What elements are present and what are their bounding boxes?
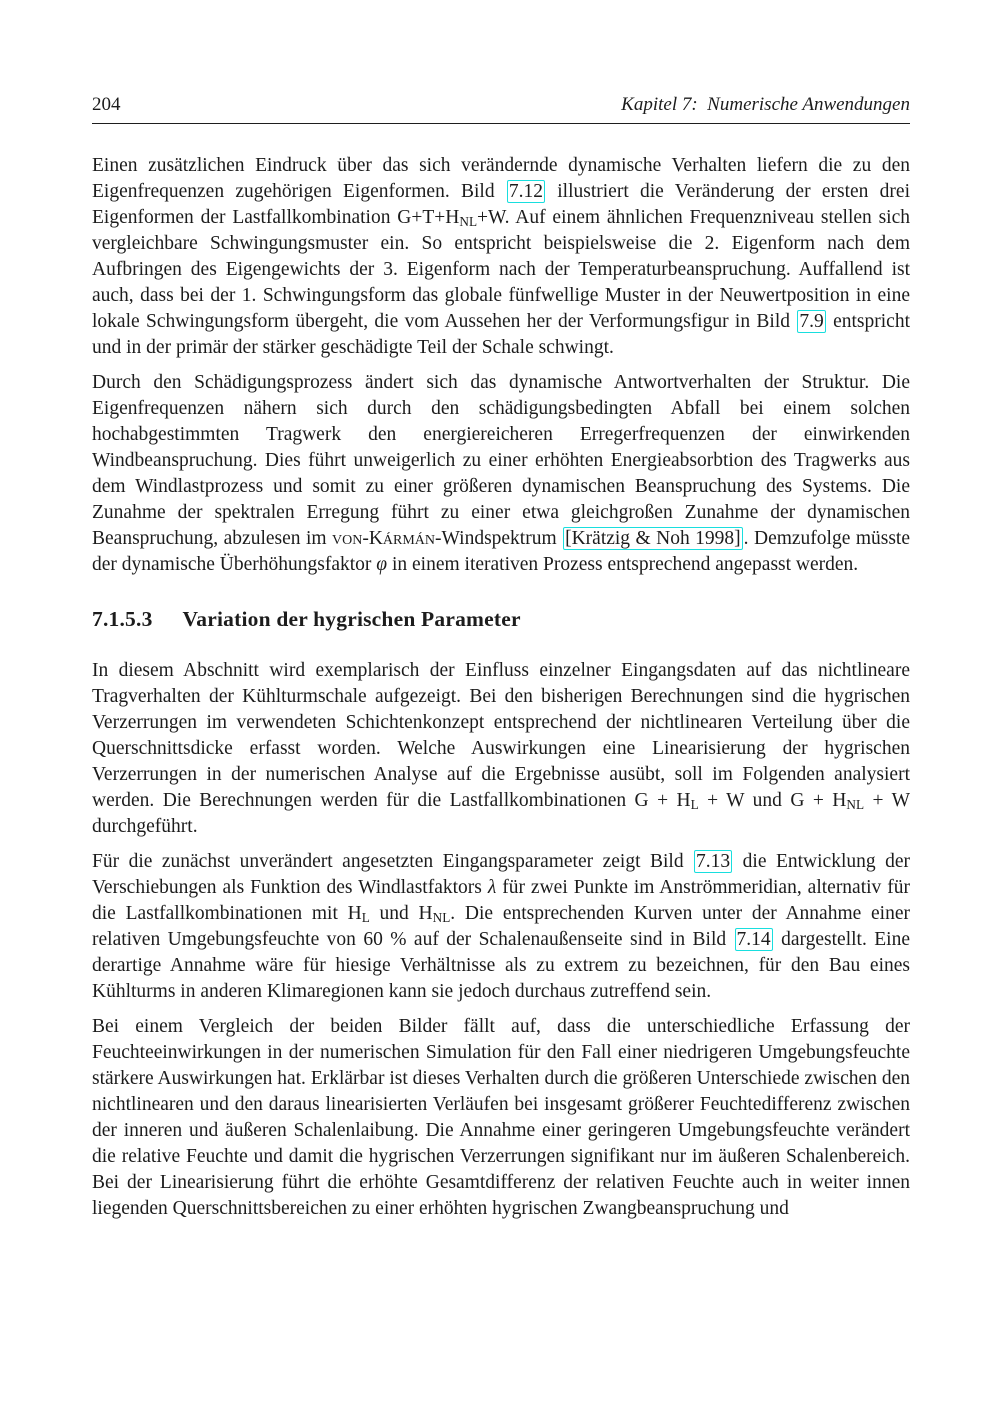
- body-paragraph-eingangsparameter: Für die zunächst unverändert angesetzten Eingangsparameter zeigt Bild 7.13 die Entwicklung der Verschiebungen als Funktion des Windlastfaktors λ für zwei Punkte im Anströmmeridian, alternativ für die Lastfallkombinationen mit $H_L$ und $H_{NL}$. Die entsprechenden Kurven unter der Annahme einer relativen Umgebungsfeuchte von 60 % auf der Schalenaußenseite sind in Bild 7.14 dargestellt. Eine derartige Annahme wäre für hiesige Verhältnisse als zu extrem zu bezeichnen, für den Bau eines Kühlturms in anderen Klimaregionen kann sie jedoch durchaus zutreffend sein.: [92, 851, 910, 1002]
- section-number: 7.1.5.3: [92, 607, 153, 631]
- math-symbol: λ: [487, 877, 497, 898]
- subscript-text: L: [361, 909, 370, 925]
- subscript-text: NL: [432, 909, 451, 925]
- subscript-text: L: [690, 796, 699, 812]
- figure-ref-link[interactable]: 7.9: [799, 311, 824, 332]
- chapter-running-title: Kapitel 7: Numerische Anwendungen: [621, 94, 910, 115]
- body-paragraph-eigenformen: Einen zusätzlichen Eindruck über das sich verändernde dynamische Verhalten liefern die zu den Eigenfrequenzen zugehörigen Eigenformen. Bild 7.12 illustriert die Veränderung der ersten drei Eigenformen der Lastfallkombination $G+T+H_{NL}+W$. Auf einem ähnlichen Frequenzniveau stellen sich vergleichbare Schwingungsmuster ein. So entspricht beispielsweise die 2. Eigenform nach dem Aufbringen des Eigengewichts der 3. Eigenform nach der Temperaturbeanspruchung. Auffallend ist auch, dass bei der 1. Schwingungsform das globale fünfwellige Muster in der Neuwertposition in eine lokale Schwingungsform übergeht, die vom Aussehen her der Verformungsfigur in Bild 7.9 entspricht und in der primär der stärker geschädigte Teil der Schale schwingt.: [92, 155, 911, 358]
- subscript-text: NL: [846, 796, 865, 812]
- page-number: 204: [92, 94, 121, 115]
- math-symbol: φ: [376, 554, 388, 575]
- smallcaps-name: von-Kármán: [332, 528, 436, 549]
- section-heading: [92, 607, 910, 631]
- running-header: [92, 94, 910, 124]
- subscript-text: NL: [459, 213, 478, 229]
- citation-link[interactable]: [Krätzig & Noh 1998]: [565, 528, 741, 549]
- body-paragraph-abschnitt-einfluss: In diesem Abschnitt wird exemplarisch der Einfluss einzelner Eingangsdaten auf das nichtlineare Tragverhalten der Kühlturmschale aufgezeigt. Bei den bisherigen Berechnungen sind die hygrischen Verzerrungen im verwendeten Schichtenkonzept entsprechend der nichtlinearen Verteilung über die Querschnittsdicke erfasst worden. Welche Auswirkungen eine Linearisierung der hygrischen Verzerrungen in der numerischen Analyse auf die Ergebnisse ausübt, soll im Folgenden analysiert werden. Die Berechnungen werden für die Lastfallkombinationen $G + H_L + W$ und $G + H_{NL} + W$ durchgeführt.: [92, 660, 910, 837]
- figure-ref-link[interactable]: 7.14: [736, 929, 771, 950]
- text-block: [92, 153, 910, 1231]
- section-title: Variation der hygrischen Parameter: [182, 607, 521, 631]
- body-paragraph-vergleich-bilder: Bei einem Vergleich der beiden Bilder fällt auf, dass die unterschiedliche Erfassung der Feuchteeinwirkungen in der numerischen Simulation für den Fall einer niedrigeren Umgebungsfeuchte stärkere Auswirkungen hat. Erklärbar ist dieses Verhalten durch die größeren Unterschiede zwischen den nichtlinearen und den daraus linearisierten Verläufen bei insgesamt größerer Feuchtedifferenz zwischen der inneren und äußeren Schalenlaibung. Die Annahme einer geringeren Umgebungsfeuchte verändert die relative Feuchte und damit die hygrischen Verzerrungen signifikant nur im äußeren Schalenbereich. Bei der Linearisierung führt die erhöhte Gesamtdifferenz der relativen Feuchte auch in weiter innen liegenden Querschnittsbereichen zu einer erhöhten hygrischen Zwangbeanspruchung und: [92, 1016, 910, 1219]
- figure-ref-link[interactable]: 7.13: [696, 851, 731, 872]
- figure-ref-link[interactable]: 7.12: [508, 181, 543, 202]
- body-paragraph-schaedigungsprozess: Durch den Schädigungsprozess ändert sich das dynamische Antwortverhalten der Struktur. Die Eigenfrequenzen nähern sich durch den schädigungsbedingten Abfall bei einem solchen hochabgestimmten Tragwerk den energiereicheren Erregerfrequenzen der einwirkenden Windbeanspruchung. Dies führt unweigerlich zu einer erhöhten Energieabsorbtion des Tragwerks aus dem Windlastprozess und somit zu einer größeren dynamischen Beanspruchung des Systems. Die Zunahme der spektralen Erregung führt zu einer etwa gleichgroßen Zunahme der dynamischen Beanspruchung, abzulesen im von-Kármán-Windspektrum [Krätzig & Noh 1998] . Demzufolge müsste der dynamische Überhöhungsfaktor φ in einem iterativen Prozess entsprechend angepasst werden.: [92, 372, 910, 575]
